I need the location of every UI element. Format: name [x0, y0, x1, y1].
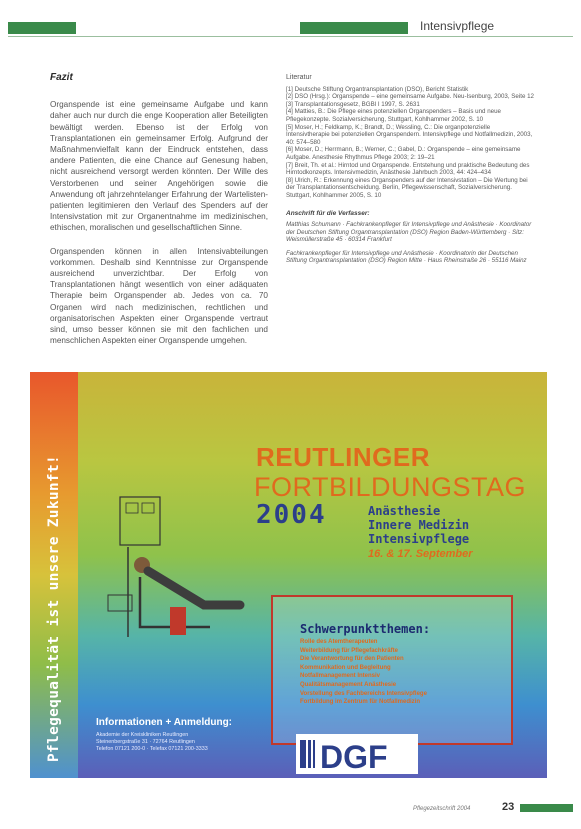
- topic-item: Die Verantwortung für den Patienten: [300, 656, 404, 663]
- paragraph: Organspende ist eine gemeinsame Aufgabe und kann daher auch nur durch die enge Kooperation aller Beteiligten bewältigt werden. Ebenso ist der Erfolg von Transplantationen ein gemeinsamer Erfolg. Aufgrund der Maßnahmenvielfalt kann der Eindruck entstehen, dass andere Patienten, die eine Chance auf Genesung haben, nicht ausreichend versorgt werden könnten. Der Wille des Verstorbenen und seiner Angehörigen sowie die Anwendung oft jahrzehntelanger Erfahrung der Wartelisten-patienten legitimieren den Verlauf des Spenders auf der Intensivstation mit zur Organentnahme im medizinischen, ethischen, moralischen und gesellschaftlichen Sinne.: [50, 100, 268, 233]
- header-rule: [8, 36, 573, 37]
- address-heading: Anschrift für die Verfasser:: [286, 209, 370, 217]
- ad-year: 2004: [256, 500, 327, 530]
- topic-item: Qualitätsmanagement Anästhesie: [300, 681, 397, 688]
- reference: [4] Matties, B.: Die Pflege eines potenziellen Organspenders – Basis und neue Pflegekonzepte. Sozialversicherung, Stuttgart, Kohlhammer 2002, S. 10: [286, 108, 501, 123]
- ad-title-line2: FORTBILDUNGSTAG: [254, 472, 527, 502]
- advertisement: [30, 372, 547, 778]
- ad-topic: Innere Medizin: [368, 518, 470, 532]
- ad-date: 16. & 17. September: [368, 548, 473, 560]
- reference: [7] Breit, Th. et al.: Hirntod und Organspende. Entstehung und praktische Bedeutung des Hirntodkonzepts. Intensivmedizin, Anästhesie Jahrbuch 2003, 44: 424–434: [286, 161, 530, 177]
- ad-topic: Anästhesie: [368, 504, 441, 518]
- article-body: [50, 72, 268, 358]
- ad-title-line1: REUTLINGER: [256, 442, 430, 472]
- topic-item: Vorstellung des Fachbereichs Intensivpflege: [300, 690, 427, 697]
- topics-list: [300, 638, 427, 707]
- ad-vertical-slogan: Pflegequalität ist unsere Zukunft!: [46, 454, 62, 762]
- topic-item: Weiterbildung für Pflegefachkräfte: [300, 647, 398, 654]
- author-address: Matthias Schumann · Fachkrankenpfleger für Intensivpflege und Anästhesie · Koordinator der Deutschen Stiftung Organtransplantation (DSO) Region Baden-Württemberg · Sitz: Weismüllerstraße 45 · 60314 Frankfurt: [286, 221, 532, 244]
- topic-item: Kommunikation und Begleitung: [300, 664, 391, 671]
- section-heading: Fazit: [50, 72, 73, 83]
- info-line: Akademie der Kreiskliniken Reutlingen: [96, 732, 189, 738]
- ad-topic: Intensivpflege: [368, 532, 470, 546]
- reference: [2] DSO (Hrsg.): Organspende – eine gemeinsame Aufgabe. Neu-Isenburg, 2003, Seite 12: [286, 93, 534, 101]
- info-block: [96, 732, 208, 753]
- section-title: Intensivpflege: [420, 19, 495, 33]
- paragraph: Organspenden können in allen Intensivabteilungen vorkommen. Deshalb sind Kenntnisse zur Organspende ausreichend unverzichtbar. Der Erfolg von Transplantationen hängt wesentlich von einer adäquaten Therapie beim Organspender ab. Jedes von ca. 70 Organen wird nach medizinischen, rechtlichen und organisatorischen Aspekten einer Organspende vertraut sind, umso besser können sie mit den fachlichen und menschlichen Aspekten einer Organspende umgehen.: [50, 246, 268, 346]
- info-line: Steinenbergstraße 31 · 72764 Reutlingen: [96, 739, 195, 745]
- footer-bar: [520, 804, 573, 812]
- reference: [3] Transplantationsgesetz, BGBl I 1997, S. 2631: [286, 100, 420, 108]
- header-bar-mid: [300, 22, 408, 34]
- page-number: 23: [502, 801, 515, 813]
- topic-item: Fortbildung im Zentrum für Notfallmedizin: [300, 699, 420, 706]
- topic-item: Notfallmanagement Intensiv: [300, 673, 381, 680]
- references-column: [286, 74, 534, 271]
- info-title: Informationen + Anmeldung:: [96, 717, 233, 728]
- ad-topics: [368, 504, 469, 546]
- reference: [5] Moser, H.; Feldkamp, K.; Brandt, D.; Wessling, C.: Die organpotenzielle Intensivtherapie bei potenziellen Organspendern. Intensivpflege und Notfallmedizin, 2003, 40: 574–580: [286, 123, 533, 146]
- dgf-logo: [296, 734, 418, 774]
- topic-item: Rolle des Atemtherapeuten: [300, 639, 378, 645]
- svg-text:DGF: DGF: [320, 739, 388, 774]
- info-line: Telefon 07121 200-0 · Telefax 07121 200-3333: [96, 746, 208, 752]
- reclining-patient-illustration: [100, 487, 250, 647]
- literature-heading: Literatur: [286, 74, 312, 81]
- header-bar-left: [8, 22, 76, 34]
- reference: [8] Ulrich, R.: Erkennung eines Organspenders auf der Intensivstation – Die Wertung bei der Transplantationsentscheidung. Berlin, Pflegewissenschaft, Sozialversicherung. Stuttgart, Kohlhammer 2005, S. 10: [286, 176, 528, 199]
- reference: [6] Moser, D.; Herrmann, B.; Werner, C.; Gabel, D.: Organspende – eine gemeinsame Aufgabe. Anesthesie Rhythmus Pflege 2003; 2: 19–21: [286, 146, 521, 161]
- topics-box-title: Schwerpunktthemen:: [300, 622, 431, 636]
- reference: [1] Deutsche Stiftung Organtransplantation (DSO), Bericht Statistik: [286, 85, 469, 93]
- author-address: Fachkrankenpfleger für Intensivpflege und Anästhesie · Koordinatorin der Deutschen Stiftung Organtransplantation (DSO) Region Mitte · Haus Rheinstraße 26 · 55116 Mainz: [286, 249, 527, 265]
- journal-name: Pflegezeitschrift 2004: [413, 806, 471, 812]
